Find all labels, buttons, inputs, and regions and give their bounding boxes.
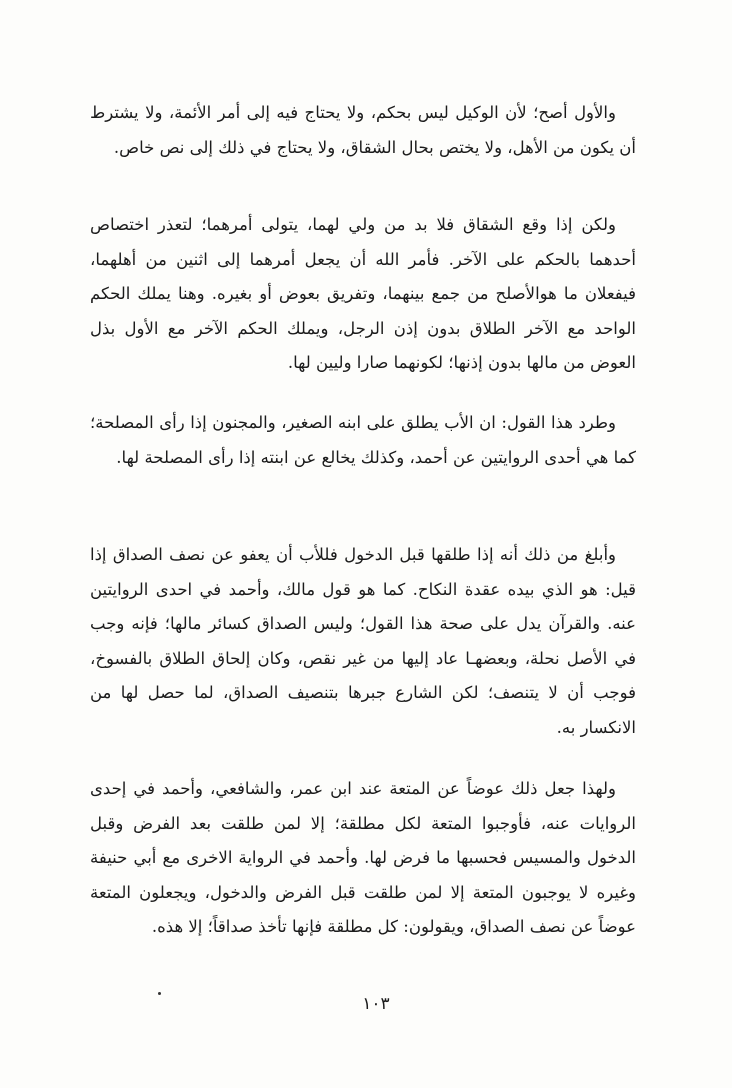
paragraph-text: والأول أصح؛ لأن الوكيل ليس بحكم، ولا يحتاج فيه إلى أمر الأئمة، ولا يشترط أن يكون من الأهل، ولا يختص بحال الشقاق، ولا يحتاج في ذلك إلى نص خاص. [90, 103, 636, 157]
paragraph-text: وطرد هذا القول: ان الأب يطلق على ابنه الصغير، والمجنون إذا رأى المصلحة؛ كما هي أحدى الروايتين عن أحمد، وكذلك يخالع عن ابنته إذا رأى المصلحة لها. [90, 413, 636, 467]
paragraph-5 [90, 772, 636, 945]
page-number: ١٠٣ [362, 994, 390, 1014]
paragraph-text: ولكن إذا وقع الشقاق فلا بد من ولي لهما، يتولى أمرهما؛ لتعذر اختصاص أحدهما بالحكم على الآخر. فأمر الله أن يجعل أمرهما إلى اثنين من أهلهما، فيفعلان ما هوالأصلح من جمع بينهما، وتفريق بعوض أو بغيره. وهنا يملك الحكم الواحد مع الآخر الطلاق بدون إذن الرجل، ويملك الحكم الآخر مع الأول بذل العوض من مالها بدون إذنها؛ لكونهما صارا وليين لها. [90, 215, 636, 372]
paragraph-text: ولهذا جعل ذلك عوضاً عن المتعة عند ابن عمر، والشافعي، وأحمد في إحدى الروايات عنه، فأوجبوا المتعة لكل مطلقة؛ إلا لمن طلقت بعد الفرض وقبل الدخول والمسيس فحسبها ما فرض لها. وأحمد في الرواية الاخرى مع أبي حنيفة وغيره لا يوجبون المتعة إلا لمن طلقت قبل الفرض والدخول، ويجعلون المتعة عوضاً عن نصف الصداق، ويقولون: كل مطلقة فإنها تأخذ صداقاً؛ إلا هذه. [90, 779, 636, 936]
paragraph-text: وأبلغ من ذلك أنه إذا طلقها قبل الدخول فللأب أن يعفو عن نصف الصداق إذا قيل: هو الذي بيده عقدة النكاح. كما هو قول مالك، وأحمد في احدى الروايتين عنه. والقرآن يدل على صحة هذا القول؛ وليس الصداق كسائر مالها؛ فإنه وجب في الأصل نحلة، وبعضهـا عاد إليها من غير نقص، وكان إلحاق الطلاق بالفسوخ، فوجب أن لا يتنصف؛ لكن الشارع جبرها بتنصيف الصداق، لما حصل لها من الانكسار به. [90, 545, 636, 737]
paragraph-3 [90, 406, 636, 475]
paragraph-4 [90, 538, 636, 745]
paragraph-1 [90, 96, 636, 165]
paragraph-2 [90, 208, 636, 381]
